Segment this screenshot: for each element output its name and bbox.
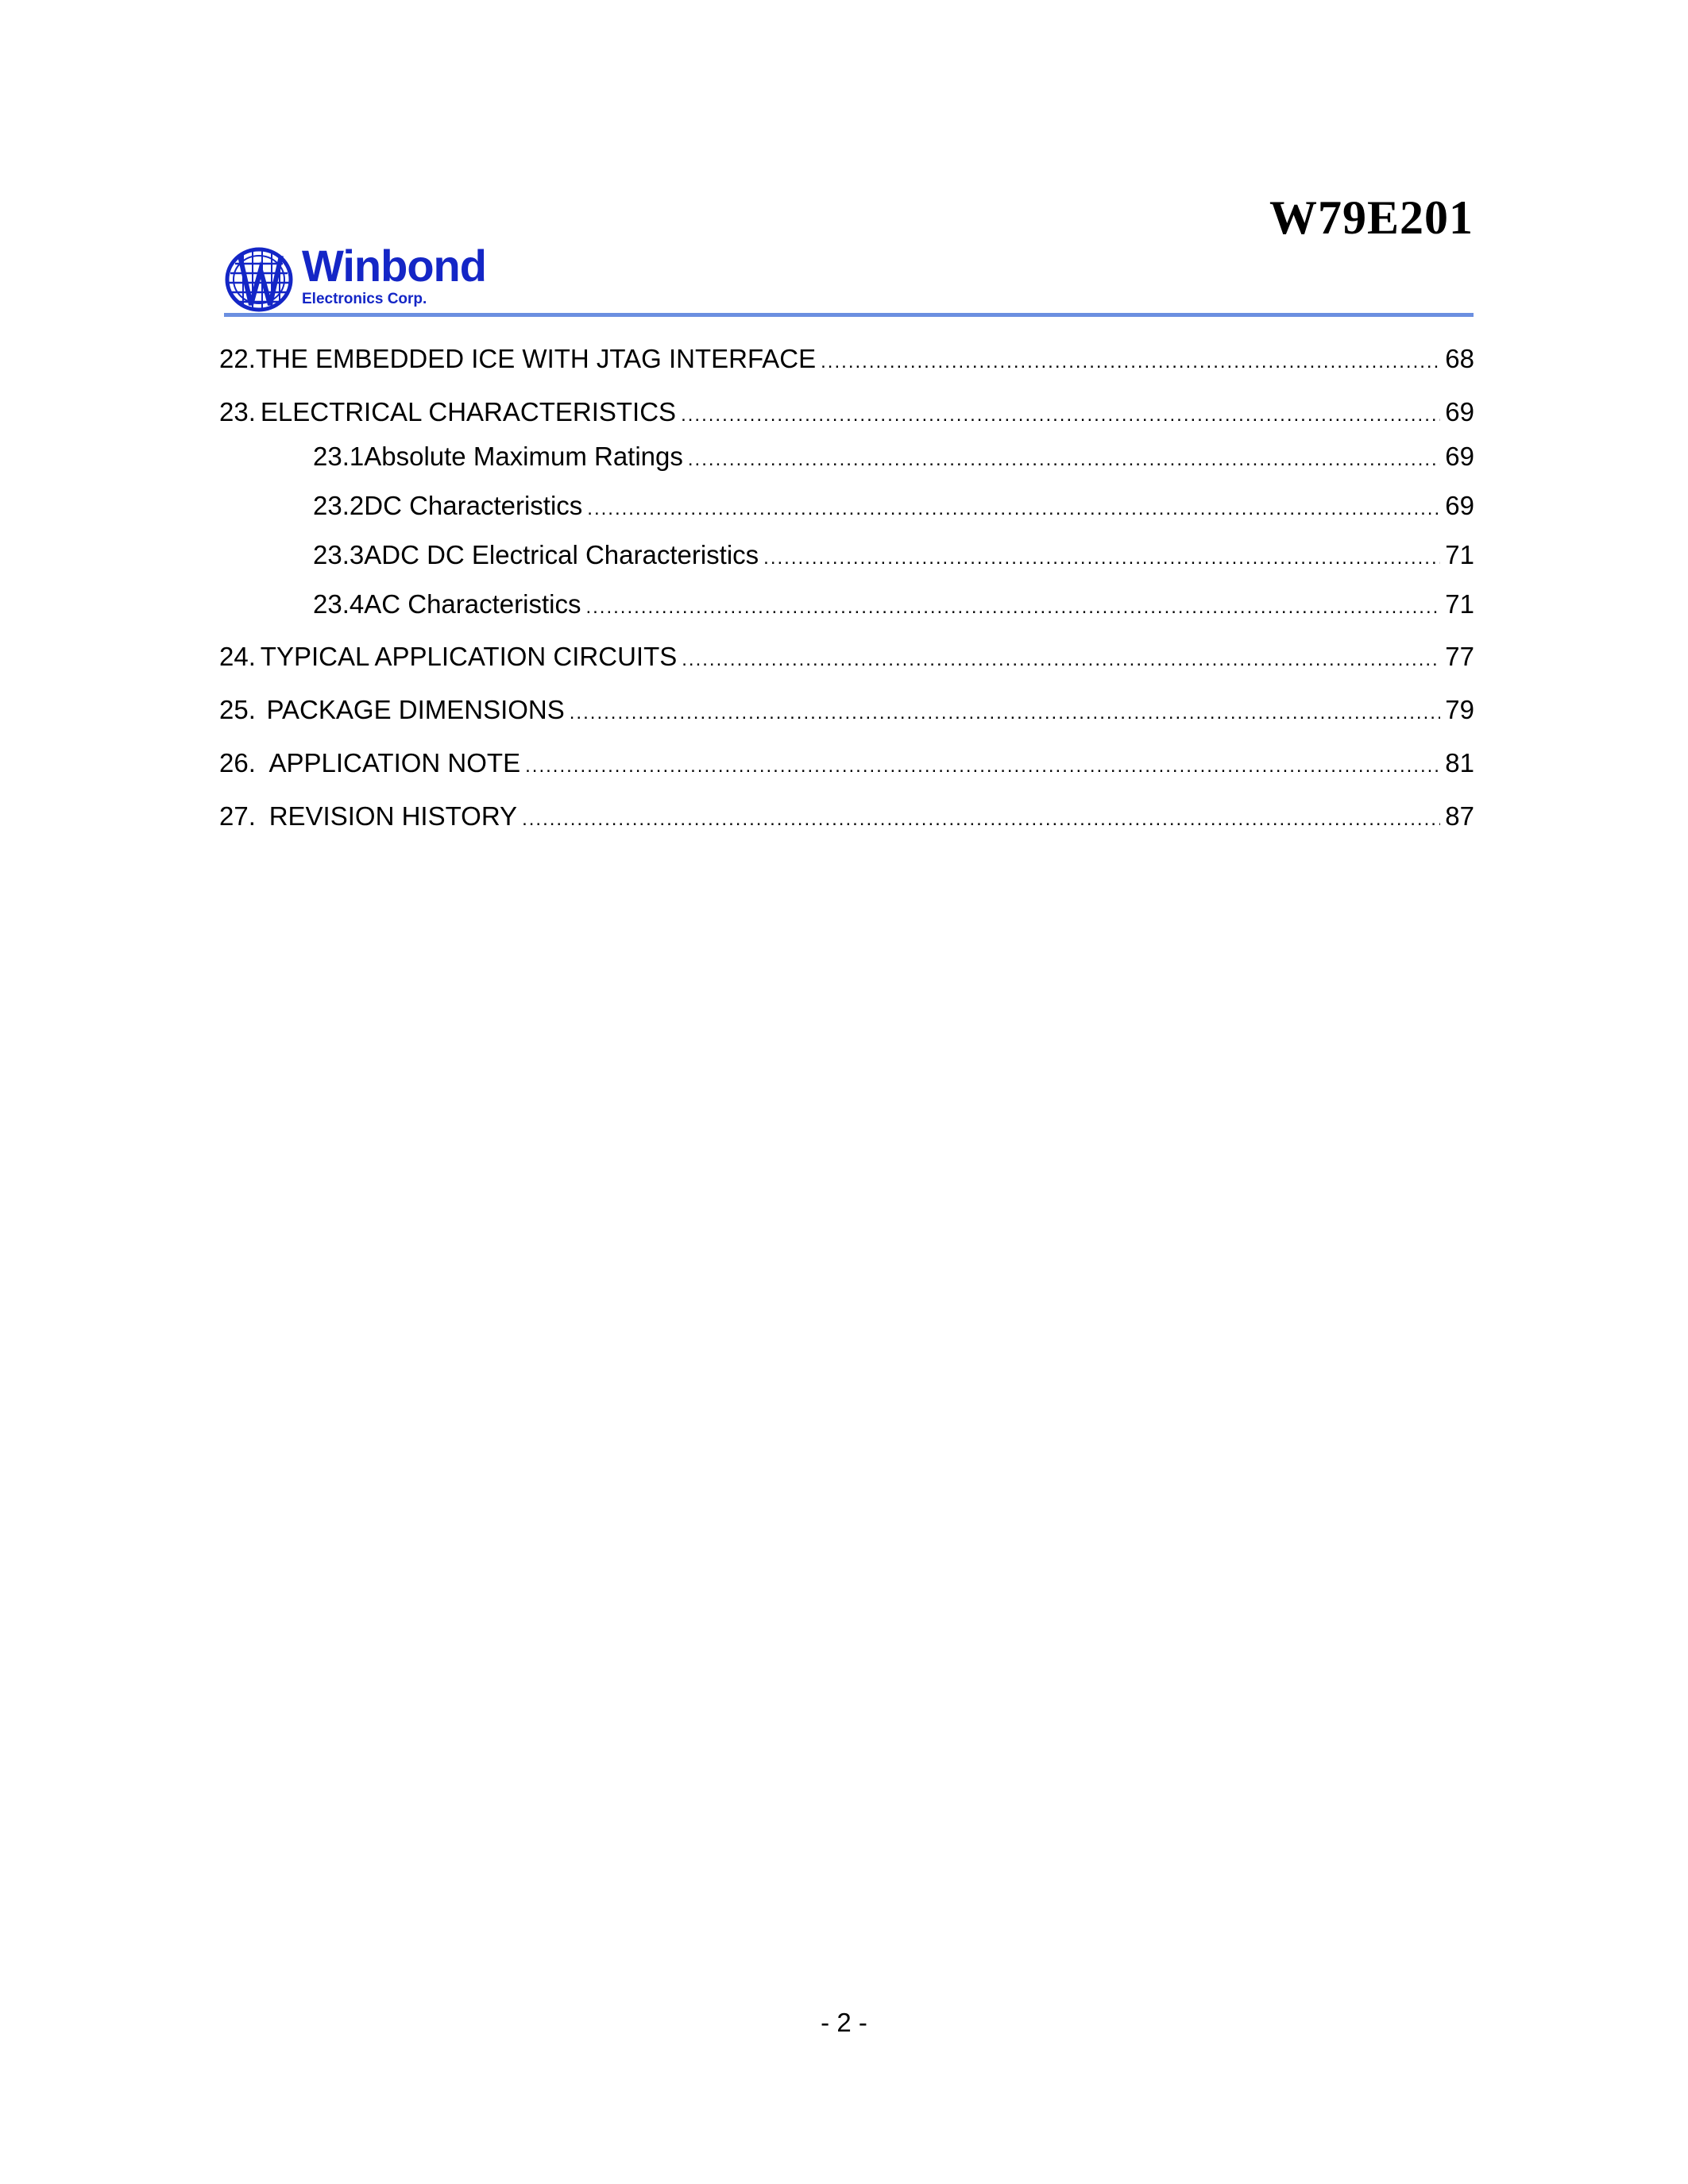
toc-entry[interactable] — [219, 441, 1474, 476]
toc-number: 26. — [219, 748, 256, 778]
toc-entry[interactable] — [219, 747, 1474, 782]
table-of-contents — [219, 343, 1474, 854]
toc-page: 69 — [1445, 397, 1474, 426]
toc-entry[interactable] — [219, 641, 1474, 676]
document-title: W79E201 — [1269, 191, 1474, 244]
toc-page: 68 — [1445, 344, 1474, 373]
toc-page: 69 — [1445, 442, 1474, 471]
toc-leader — [525, 751, 1440, 782]
toc-number: 23.2 — [313, 491, 365, 520]
toc-number: 23.4 — [313, 589, 365, 619]
toc-leader — [522, 804, 1440, 835]
toc-number: 23.3 — [313, 540, 365, 569]
toc-title: ADC DC Electrical Characteristics — [364, 540, 759, 569]
toc-number: 27. — [219, 801, 256, 831]
logo-wordmark: Winbond — [302, 241, 486, 291]
toc-entry[interactable] — [219, 539, 1474, 574]
toc-leader — [570, 697, 1441, 729]
toc-leader — [682, 644, 1440, 676]
toc-page: 77 — [1445, 642, 1474, 671]
toc-number: 25. — [219, 695, 256, 724]
toc-entry[interactable] — [219, 694, 1474, 729]
toc-title: TYPICAL APPLICATION CIRCUITS — [260, 642, 678, 671]
toc-entry[interactable] — [219, 588, 1474, 623]
logo-subtitle: Electronics Corp. — [302, 291, 427, 307]
toc-title: APPLICATION NOTE — [268, 748, 521, 778]
toc-page: 81 — [1445, 748, 1474, 778]
toc-leader — [587, 493, 1440, 525]
toc-leader — [681, 399, 1440, 431]
toc-entry[interactable] — [219, 490, 1474, 525]
winbond-logo — [224, 241, 486, 314]
toc-page: 71 — [1445, 589, 1474, 619]
header-rule — [224, 313, 1474, 317]
toc-page: 69 — [1445, 491, 1474, 520]
toc-page: 79 — [1445, 695, 1474, 724]
toc-entry[interactable] — [219, 396, 1474, 431]
toc-number: 22. — [219, 344, 256, 373]
toc-leader — [585, 592, 1440, 623]
toc-title: Absolute Maximum Ratings — [364, 442, 683, 471]
toc-page: 87 — [1445, 801, 1474, 831]
toc-number: 23.1 — [313, 442, 365, 471]
toc-title: THE EMBEDDED ICE WITH JTAG INTERFACE — [255, 344, 817, 373]
toc-title: REVISION HISTORY — [268, 801, 518, 831]
toc-title: ELECTRICAL CHARACTERISTICS — [260, 397, 677, 426]
toc-title: PACKAGE DIMENSIONS — [266, 695, 565, 724]
toc-entry[interactable] — [219, 343, 1474, 378]
toc-entry[interactable] — [219, 801, 1474, 835]
toc-title: DC Characteristics — [364, 491, 583, 520]
toc-leader — [821, 346, 1440, 378]
toc-page: 71 — [1445, 540, 1474, 569]
toc-leader — [688, 444, 1440, 476]
toc-number: 24. — [219, 642, 256, 671]
globe-icon — [224, 246, 297, 313]
page-number: - 2 - — [821, 2008, 867, 2037]
toc-leader — [763, 542, 1440, 574]
toc-number: 23. — [219, 397, 256, 426]
toc-title: AC Characteristics — [364, 589, 581, 619]
